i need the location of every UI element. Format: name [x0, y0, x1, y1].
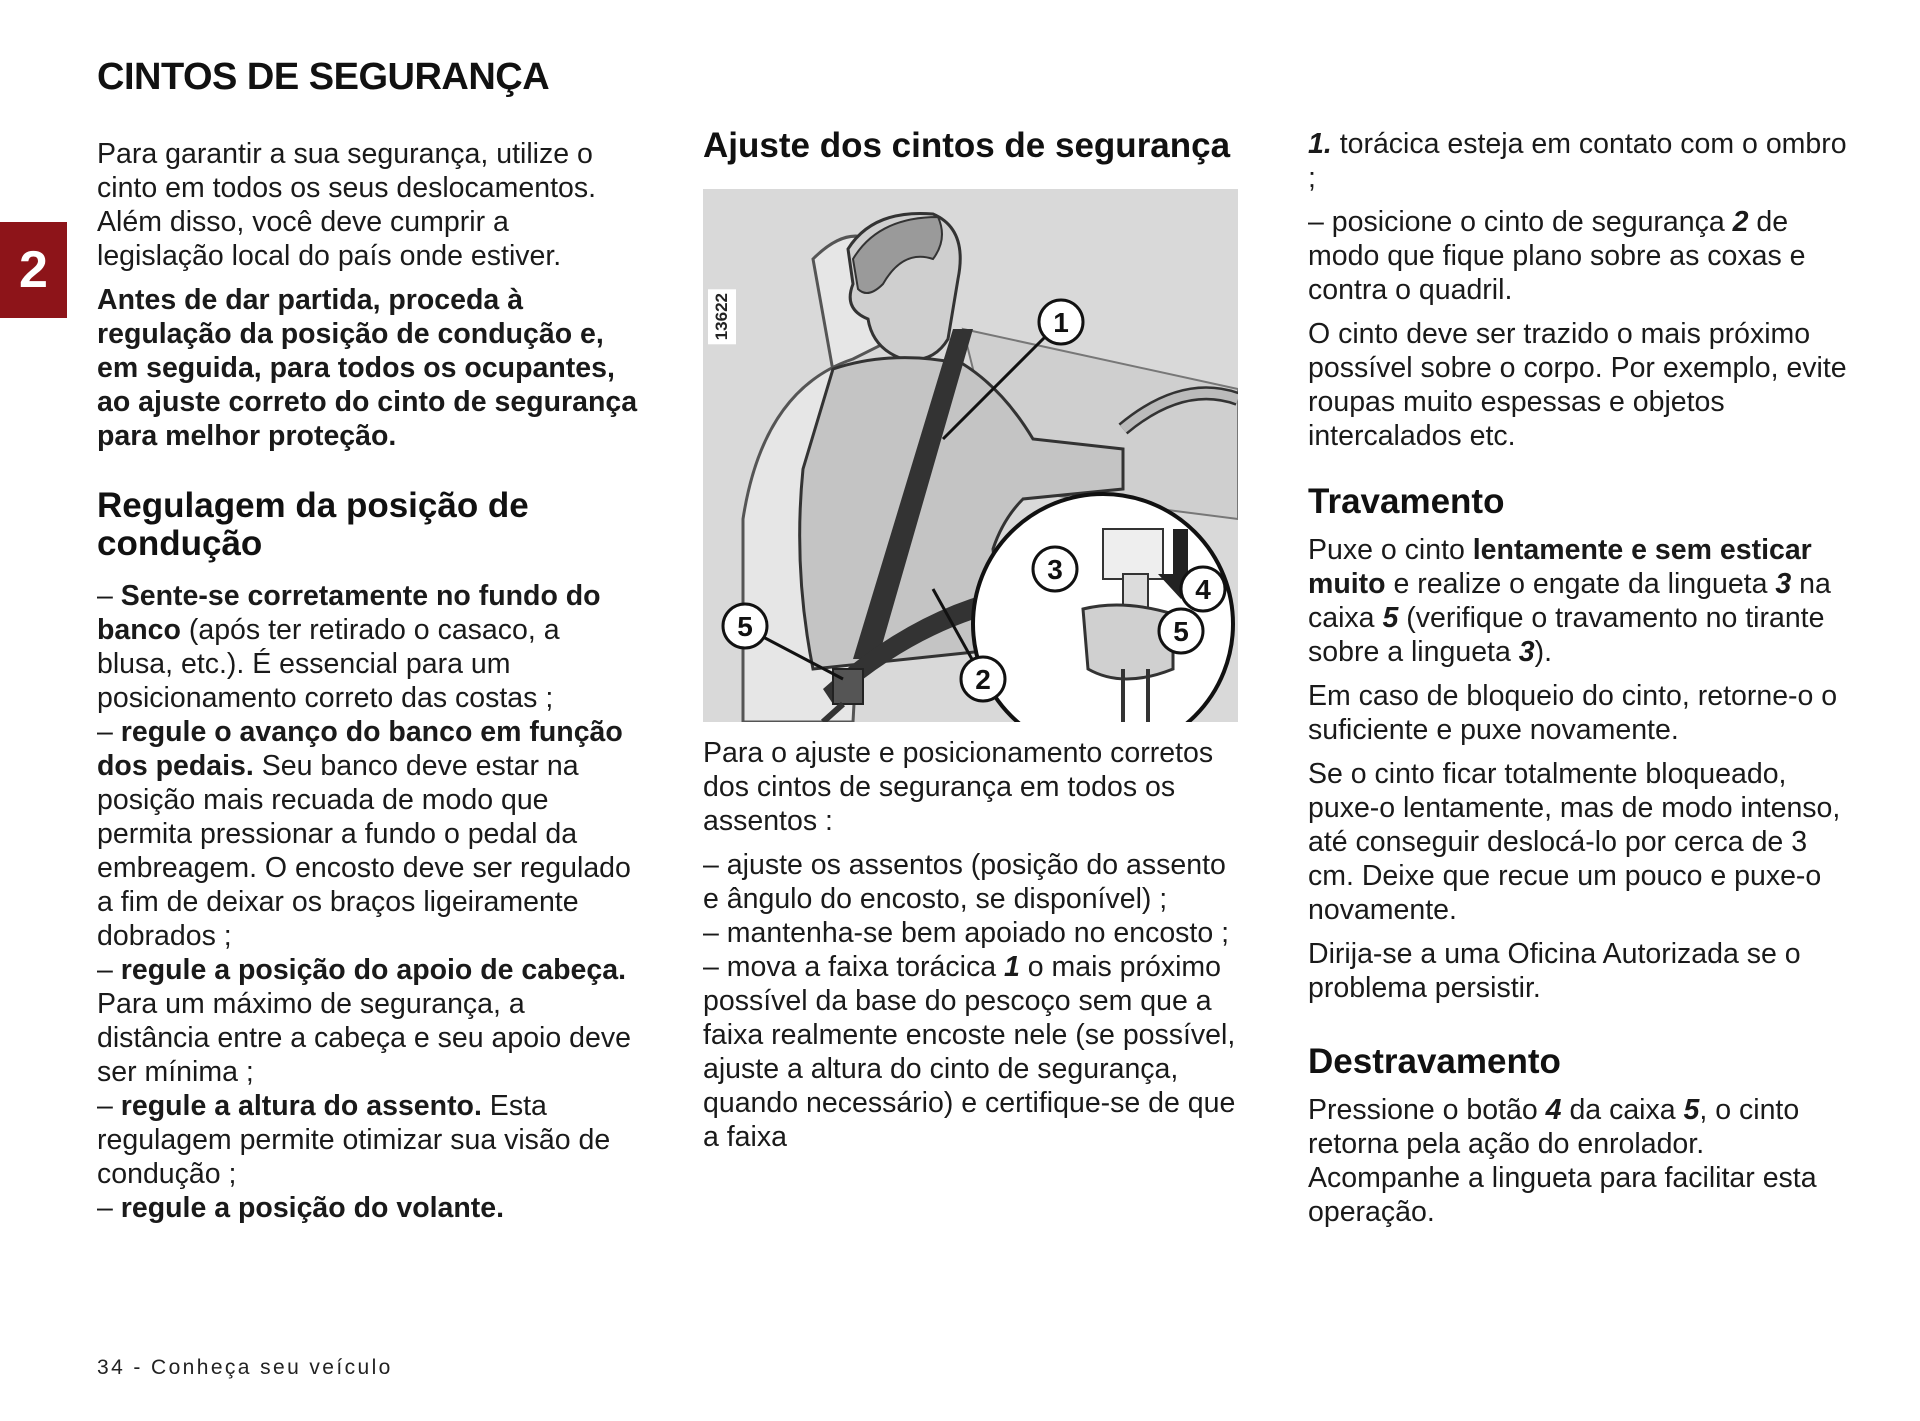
list-item: – ajuste os assentos (posição do assento e ângulo do encosto, se disponível) ;	[703, 849, 1226, 915]
list-item: – regule a posição do volante.	[97, 1192, 505, 1224]
travamento-paragraph: Puxe o cinto lentamente e sem esticar muito e realize o engate da lingueta 3 na caixa 5 (verifique o travamento no tirante sobre a lingueta 3).	[1308, 534, 1831, 668]
heading-regulagem: Regulagem da posição de condução	[97, 486, 529, 563]
warning-paragraph: Antes de dar partida, proceda à regulação da posição de condução e, em seguida, para todos os ocupantes, ao ajuste correto do cinto de segurança para melhor proteção.	[97, 284, 638, 452]
list-item: – Sente-se corretamente no fundo do banco (após ter retirado o casaco, a blusa, etc.). É essencial para um posicionamento correto das costas ;	[97, 580, 601, 714]
column-2	[703, 127, 1248, 1154]
column-3	[1308, 127, 1853, 1239]
figure-reference: 13622	[708, 289, 736, 344]
heading-travamento: Travamento	[1308, 482, 1505, 521]
belt-buckle	[833, 669, 863, 704]
driving-position-list	[97, 579, 642, 1225]
callout-4-label: 4	[1195, 574, 1211, 605]
body-paragraph: Dirija-se a uma Oficina Autorizada se o problema persistir.	[1308, 938, 1801, 1004]
callout-5	[723, 604, 767, 648]
list-item: – regule a altura do assento. Esta regulagem permite otimizar sua visão de condução ;	[97, 1090, 611, 1190]
body-paragraph: Se o cinto ficar totalmente bloqueado, puxe-o lentamente, mas de modo intenso, até conseguir deslocá-lo por cerca de 3 cm. Deixe que recue um pouco e puxe-o novamente.	[1308, 758, 1841, 926]
heading-destravamento: Destravamento	[1308, 1042, 1561, 1081]
callout-1-label: 1	[1053, 307, 1069, 338]
continued-item: 1. torácica esteja em contato com o ombro ;	[1308, 128, 1847, 194]
callout-2	[961, 657, 1005, 701]
ajuste-intro: Para o ajuste e posicionamento corretos dos cintos de segurança em todos os assentos :	[703, 737, 1214, 837]
ajuste-list	[703, 848, 1248, 1154]
callout-1	[1039, 300, 1083, 344]
destravamento-paragraph: Pressione o botão 4 da caixa 5, o cinto retorna pela ação do enrolador. Acompanhe a lingueta para facilitar esta operação.	[1308, 1094, 1817, 1228]
list-item: – posicione o cinto de segurança 2 de modo que fique plano sobre as coxas e contra o quadril.	[1308, 206, 1806, 306]
list-item: – regule a posição do apoio de cabeça. Para um máximo de segurança, a distância entre a cabeça e seu apoio deve ser mínima ;	[97, 954, 631, 1088]
callout-2-label: 2	[975, 664, 991, 695]
callout-3-label: 3	[1047, 554, 1063, 585]
callout-4	[1181, 567, 1225, 611]
intro-paragraph: Para garantir a sua segurança, utilize o cinto em todos os seus deslocamentos. Além disso, você deve cumprir a legislação local do país onde estiver.	[97, 138, 597, 272]
column-1	[97, 137, 642, 1225]
inset-buckle-box	[1083, 605, 1173, 679]
body-paragraph: O cinto deve ser trazido o mais próximo possível sobre o corpo. Por exemplo, evite roupas muito espessas e objetos intercalados etc.	[1308, 318, 1847, 452]
chapter-tab: 2	[0, 222, 67, 318]
list-item: – regule o avanço do banco em função dos pedais. Seu banco deve estar na posição mais recuada de modo que permita pressionar a fundo o pedal da embreagem. O encosto deve ser regulado a fim de deixar os braços ligeiramente dobrados ;	[97, 716, 631, 952]
callout-5-inset-label: 5	[1173, 616, 1189, 647]
callout-5-inset	[1159, 609, 1203, 653]
callout-5-label: 5	[737, 611, 753, 642]
seatbelt-drawing	[703, 189, 1238, 722]
list-item: – mantenha-se bem apoiado no encosto ;	[703, 917, 1230, 949]
seatbelt-illustration	[703, 189, 1238, 722]
heading-ajuste: Ajuste dos cintos de segurança	[703, 126, 1231, 165]
callout-3	[1033, 547, 1077, 591]
body-paragraph: Em caso de bloqueio do cinto, retorne-o o suficiente e puxe novamente.	[1308, 680, 1838, 746]
inset-tongue-plate	[1103, 529, 1163, 579]
page-title: CINTOS DE SEGURANÇA	[97, 56, 550, 98]
page-footer: 34 - Conheça seu veículo	[97, 1356, 393, 1379]
list-item: – mova a faixa torácica 1 o mais próximo possível da base do pescoço sem que a faixa realmente encoste nele (se possível, ajuste a altura do cinto de segurança, quando necessário) e certifique-se de que a faixa	[703, 951, 1236, 1153]
